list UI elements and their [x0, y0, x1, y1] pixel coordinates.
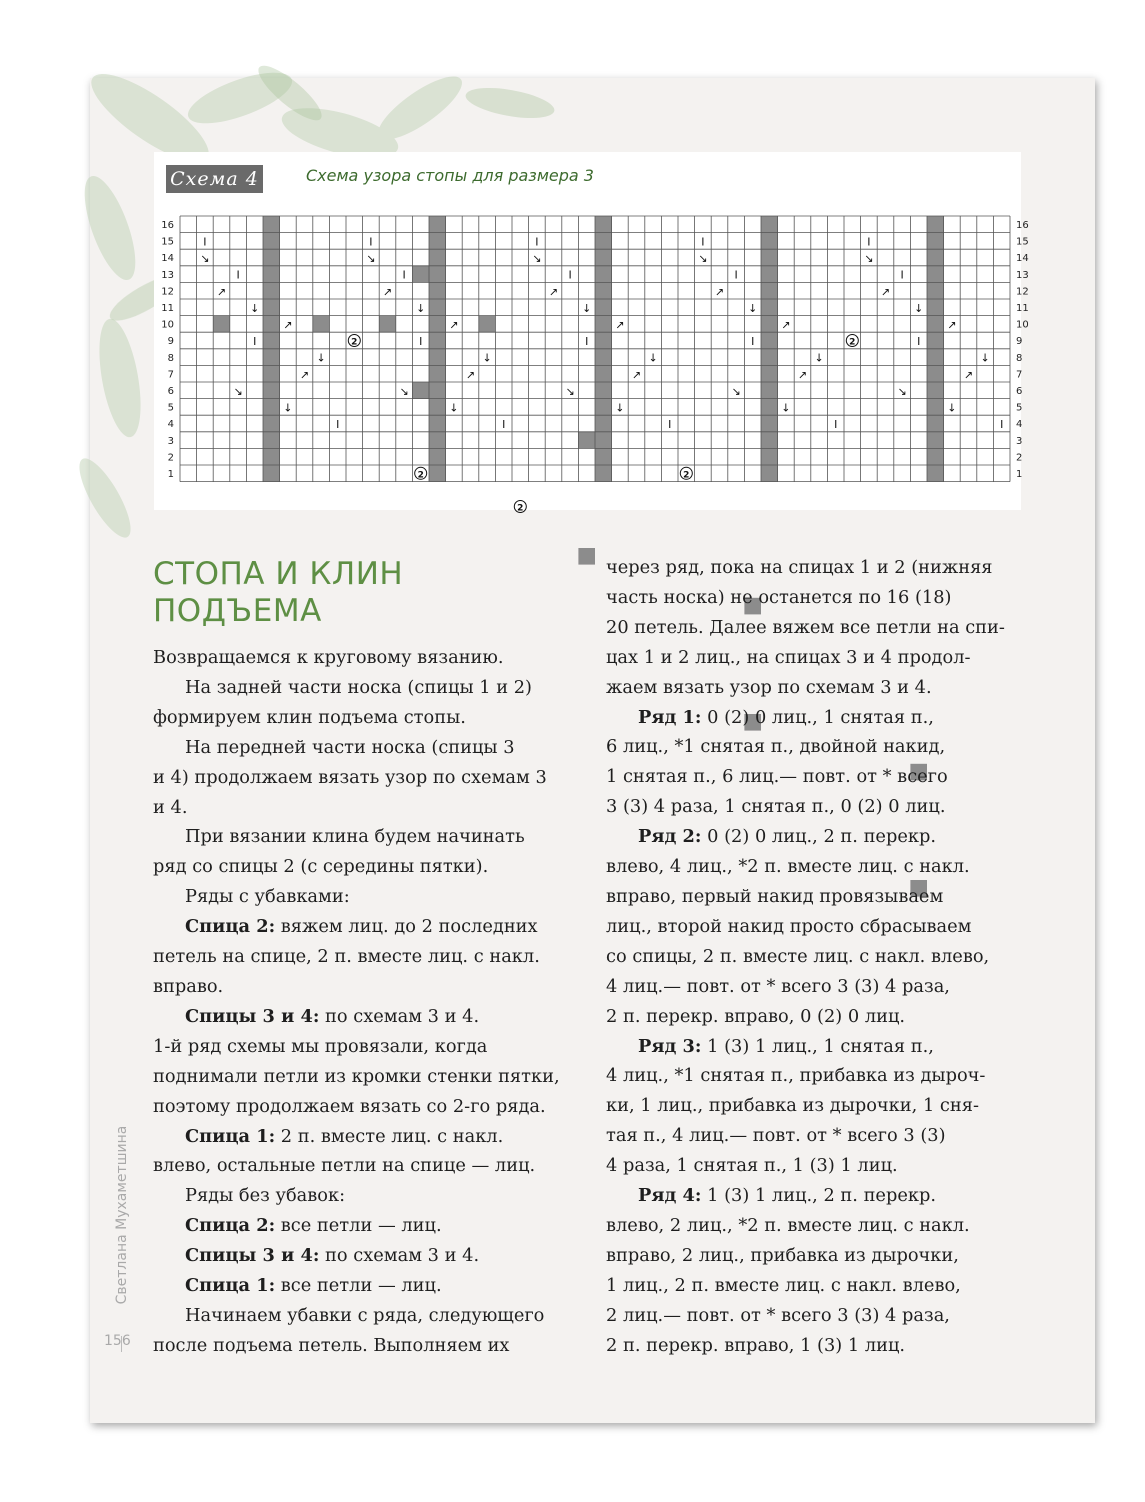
row-number-left: 13: [161, 269, 174, 281]
stitch-symbol: ↗: [216, 285, 227, 299]
double-yarn-over-label: 2: [417, 470, 424, 481]
stitch-symbol: ↗: [631, 368, 642, 382]
text-line: [153, 1122, 573, 1152]
line-text: 3 (3) 4 раза, 1 снятая п., 0 (2) 0 лиц.: [606, 796, 946, 818]
stitch-symbol: ↓: [582, 301, 592, 315]
text-line: [606, 583, 1036, 613]
row-number-left: 9: [167, 336, 174, 348]
line-text: по схемам 3 и 4.: [319, 1005, 480, 1027]
line-text: 4 лиц.— повт. от * всего 3 (3) 4 раза,: [606, 975, 950, 997]
row-number-right: 16: [1016, 219, 1029, 231]
line-text: 1 (3) 1 лиц., 1 снятая п.,: [701, 1035, 934, 1057]
row-number-left: 5: [167, 402, 174, 414]
stitch-symbol: I: [236, 268, 240, 282]
text-line: [153, 1092, 573, 1122]
shaded-cell: [412, 382, 429, 399]
line-text: 6 лиц., *1 снятая п., двойной накид,: [606, 736, 946, 758]
line-text: по схемам 3 и 4.: [319, 1245, 480, 1267]
line-text: поэтому продолжаем вязать со 2-го ряда.: [153, 1095, 546, 1117]
text-line: [153, 673, 573, 703]
line-text: вяжем лиц. до 2 последних: [275, 916, 538, 938]
text-line: [606, 852, 1036, 882]
text-line: [153, 1301, 573, 1331]
stitch-symbol: ↓: [781, 401, 791, 415]
row-number-right: 4: [1016, 419, 1023, 431]
stitch-symbol: I: [900, 268, 904, 282]
line-text: влево, остальные петли на спице — лиц.: [153, 1155, 536, 1177]
stitch-symbol: ↗: [283, 318, 293, 332]
text-line: [606, 1151, 1036, 1181]
stitch-symbol: ↓: [416, 301, 426, 315]
stitch-symbol: ↓: [615, 401, 625, 415]
text-line: [606, 613, 1036, 643]
row-number-right: 6: [1016, 385, 1023, 397]
stitch-symbol: I: [253, 335, 257, 349]
bold-label: Ряд 2:: [638, 826, 702, 848]
text-line: [153, 882, 573, 912]
right-text-column: [606, 553, 1036, 1360]
row-number-left: 12: [161, 286, 174, 298]
text-line: [153, 643, 573, 673]
line-text: лиц., второй накид просто сбрасываем: [606, 915, 972, 937]
line-text: На передней части носка (спицы 3: [185, 736, 515, 758]
stitch-symbol: I: [419, 335, 423, 349]
text-line: [153, 822, 573, 852]
row-number-right: 11: [1016, 302, 1029, 314]
double-yarn-over-label: 2: [683, 470, 690, 481]
stitch-symbol: I: [336, 418, 340, 432]
line-text: и 4) продолжаем вязать узор по схемам 3: [153, 766, 547, 788]
line-text: вправо.: [153, 975, 224, 997]
stitch-symbol: I: [751, 335, 755, 349]
heading-line-2: ПОДЪЕМА: [153, 593, 322, 629]
text-line: [606, 942, 1036, 972]
stitch-symbol: I: [734, 268, 738, 282]
line-text: петель на спице, 2 п. вместе лиц. с накл.: [153, 946, 540, 968]
text-line: [606, 882, 1036, 912]
shaded-cell: [578, 548, 595, 565]
stitch-symbol: ↗: [299, 368, 310, 382]
text-line: [606, 673, 1036, 703]
section-heading: [153, 556, 513, 630]
line-text: тая п., 4 лиц.— повт. от * всего 3 (3): [606, 1125, 946, 1147]
line-text: 4 лиц., *1 снятая п., прибавка из дыроч-: [606, 1065, 986, 1087]
line-text: после подъема петель. Выполняем их: [153, 1334, 510, 1356]
line-text: Ряды без убавок:: [185, 1185, 346, 1207]
text-line: [153, 763, 573, 793]
stitch-symbol: ↗: [797, 368, 808, 382]
text-line: [153, 1271, 573, 1301]
text-line: [153, 1181, 573, 1211]
stitch-symbol: ↓: [914, 301, 924, 315]
line-text: формируем клин подъема стопы.: [153, 706, 466, 728]
text-line: [606, 1271, 1036, 1301]
text-line: [606, 1032, 1036, 1062]
line-text: через ряд, пока на спицах 1 и 2 (нижняя: [606, 557, 993, 578]
text-line: [606, 643, 1036, 673]
stitch-symbol: I: [1000, 418, 1004, 432]
line-text: На задней части носка (спицы 1 и 2): [185, 676, 532, 698]
stitch-symbol: ↘: [399, 384, 409, 398]
text-line: [606, 1091, 1036, 1121]
line-text: Ряды с убавками:: [185, 886, 350, 908]
stitch-symbol: I: [834, 418, 838, 432]
stitch-symbol: ↗: [714, 285, 725, 299]
stitch-symbol: I: [402, 268, 406, 282]
stitch-symbol: ↘: [864, 252, 874, 266]
row-number-right: 12: [1016, 286, 1029, 298]
stitch-symbol: ↗: [947, 318, 957, 332]
bold-label: Спица 2:: [185, 916, 276, 938]
stitch-symbol: ↓: [316, 351, 326, 365]
stitch-symbol: ↗: [615, 318, 625, 332]
row-number-left: 1: [167, 468, 174, 480]
left-text-column: [153, 643, 573, 1361]
row-number-right: 14: [1016, 253, 1029, 265]
line-text: вправо, 2 лиц., прибавка из дырочки,: [606, 1244, 959, 1266]
line-text: 1 лиц., 2 п. вместе лиц. с накл. влево,: [606, 1274, 961, 1296]
text-line: [606, 1061, 1036, 1091]
text-line: [153, 1002, 573, 1032]
stitch-symbol: ↘: [731, 384, 741, 398]
text-line: [606, 1121, 1036, 1151]
row-number-right: 13: [1016, 269, 1029, 281]
row-number-right: 3: [1016, 435, 1023, 447]
text-line: [606, 1211, 1036, 1241]
heading-line-1: СТОПА И КЛИН: [153, 556, 404, 592]
page-number: 156: [104, 1333, 131, 1349]
stitch-symbol: I: [917, 335, 921, 349]
text-line: [606, 1241, 1036, 1271]
text-line: [606, 912, 1036, 942]
line-text: вправо, первый накид провязываем: [606, 885, 944, 907]
stitch-symbol: ↘: [532, 252, 542, 266]
shaded-cell: [313, 316, 330, 333]
line-text: 20 петель. Далее вяжем все петли на спи-: [606, 616, 1005, 638]
text-line: [606, 732, 1036, 762]
line-text: часть носка) не останется по 16 (18): [606, 586, 952, 608]
bold-label: Ряд 3:: [638, 1035, 702, 1057]
stitch-symbol: ↓: [449, 401, 459, 415]
double-yarn-over-label: 2: [517, 503, 524, 514]
line-text: влево, 2 лиц., *2 п. вместе лиц. с накл.: [606, 1214, 970, 1236]
text-line: [153, 1241, 573, 1271]
double-yarn-over-label: 2: [849, 337, 856, 348]
line-text: Возвращаемся к круговому вязанию.: [153, 647, 504, 668]
shaded-cell: [479, 316, 496, 333]
text-line: [153, 1032, 573, 1062]
stitch-symbol: ↗: [880, 285, 891, 299]
stitch-symbol: I: [369, 235, 373, 249]
bold-label: Спица 1:: [185, 1275, 276, 1297]
text-line: [606, 1002, 1036, 1032]
text-line: [153, 733, 573, 763]
line-text: жаем вязать узор по схемам 3 и 4.: [606, 676, 932, 698]
line-text: 2 лиц.— повт. от * всего 3 (3) 4 раза,: [606, 1304, 950, 1326]
bold-label: Спицы 3 и 4:: [185, 1005, 320, 1027]
stitch-symbol: ↘: [366, 252, 376, 266]
stitch-symbol: ↓: [482, 351, 492, 365]
author-name: Светлана Мухаметшина: [114, 1125, 130, 1305]
knitting-chart-grid: [154, 210, 1029, 514]
line-text: со спицы, 2 п. вместе лиц. с накл. влево,: [606, 945, 990, 967]
row-number-left: 6: [167, 385, 174, 397]
text-line: [606, 553, 1036, 583]
text-line: [153, 942, 573, 972]
line-text: все петли — лиц.: [275, 1215, 442, 1237]
stitch-symbol: ↓: [814, 351, 824, 365]
stitch-symbol: ↓: [283, 401, 293, 415]
line-text: влево, 4 лиц., *2 п. вместе лиц. с накл.: [606, 856, 970, 878]
stitch-symbol: ↗: [548, 285, 559, 299]
line-text: При вязании клина будем начинать: [185, 826, 525, 848]
line-text: 1 (3) 1 лиц., 2 п. перекр.: [701, 1185, 937, 1207]
schema-title: Схема узора стопы для размера 3: [306, 166, 594, 185]
row-number-left: 15: [161, 236, 174, 248]
stitch-symbol: ↓: [947, 401, 957, 415]
text-line: [606, 1181, 1036, 1211]
bold-label: Ряд 4:: [638, 1185, 702, 1207]
stitch-symbol: ↗: [382, 285, 393, 299]
row-number-right: 2: [1016, 452, 1023, 464]
shaded-cell: [412, 266, 429, 283]
stitch-symbol: I: [668, 418, 672, 432]
line-text: Начинаем убавки с ряда, следующего: [185, 1304, 545, 1326]
row-number-right: 5: [1016, 402, 1023, 414]
row-number-right: 7: [1016, 369, 1023, 381]
stitch-symbol: I: [502, 418, 506, 432]
stitch-symbol: ↘: [200, 252, 210, 266]
shaded-cell: [213, 316, 230, 333]
text-line: [606, 703, 1036, 733]
row-number-left: 2: [167, 452, 174, 464]
text-line: [606, 762, 1036, 792]
line-text: и 4.: [153, 796, 188, 818]
line-text: 2 п. перекр. вправо, 1 (3) 1 лиц.: [606, 1334, 906, 1356]
stitch-symbol: ↓: [980, 351, 990, 365]
row-number-right: 10: [1016, 319, 1029, 331]
line-text: ки, 1 лиц., прибавка из дырочки, 1 сня-: [606, 1095, 979, 1117]
line-text: ряд со спицы 2 (с середины пятки).: [153, 856, 489, 878]
line-text: цах 1 и 2 лиц., на спицах 3 и 4 продол-: [606, 646, 971, 668]
text-line: [153, 1331, 573, 1361]
row-number-right: 9: [1016, 336, 1023, 348]
row-number-left: 4: [167, 419, 174, 431]
row-number-left: 7: [167, 369, 174, 381]
line-text: все петли — лиц.: [275, 1275, 442, 1297]
text-line: [606, 792, 1036, 822]
text-line: [606, 972, 1036, 1002]
stitch-symbol: ↗: [449, 318, 459, 332]
text-line: [153, 1211, 573, 1241]
text-line: [153, 972, 573, 1002]
author-sidebar: [112, 1100, 132, 1330]
stitch-symbol: ↗: [781, 318, 791, 332]
text-line: [153, 793, 573, 823]
text-line: [153, 1062, 573, 1092]
row-number-left: 10: [161, 319, 174, 331]
line-text: 0 (2) 0 лиц., 2 п. перекр.: [701, 826, 937, 848]
stitch-symbol: ↓: [748, 301, 758, 315]
stitch-symbol: ↗: [465, 368, 476, 382]
stitch-symbol: I: [585, 335, 589, 349]
stitch-symbol: I: [701, 235, 705, 249]
row-number-right: 15: [1016, 236, 1029, 248]
row-number-right: 8: [1016, 352, 1023, 364]
bold-label: Спицы 3 и 4:: [185, 1245, 320, 1267]
text-line: [606, 822, 1036, 852]
schema-badge: Схема 4: [166, 165, 263, 193]
row-number-right: 1: [1016, 468, 1023, 480]
stitch-symbol: ↓: [648, 351, 658, 365]
row-number-left: 8: [167, 352, 174, 364]
bold-label: Спица 2:: [185, 1215, 276, 1237]
stitch-symbol: ↘: [698, 252, 708, 266]
line-text: 0 (2) 0 лиц., 1 снятая п.,: [701, 706, 934, 728]
text-line: [606, 1301, 1036, 1331]
stitch-symbol: ↘: [565, 384, 575, 398]
line-text: 4 раза, 1 снятая п., 1 (3) 1 лиц.: [606, 1155, 898, 1177]
line-text: поднимали петли из кромки стенки пятки,: [153, 1065, 560, 1087]
row-number-left: 14: [161, 253, 174, 265]
shaded-cell: [578, 432, 595, 449]
stitch-symbol: ↓: [250, 301, 260, 315]
shaded-cell: [379, 316, 396, 333]
stitch-symbol: ↘: [897, 384, 907, 398]
text-line: [153, 852, 573, 882]
double-yarn-over-label: 2: [351, 337, 358, 348]
text-line: [153, 703, 573, 733]
line-text: 1-й ряд схемы мы провязали, когда: [153, 1035, 488, 1057]
line-text: 2 п. вместе лиц. с накл.: [275, 1125, 504, 1147]
text-line: [153, 912, 573, 942]
bold-label: Ряд 1:: [638, 706, 702, 728]
text-line: [153, 1151, 573, 1181]
line-text: 1 снятая п., 6 лиц.— повт. от * всего: [606, 766, 948, 788]
book-page: [90, 78, 1095, 1423]
stitch-symbol: I: [203, 235, 207, 249]
row-number-left: 16: [161, 219, 174, 231]
stitch-symbol: ↘: [233, 384, 243, 398]
text-line: [606, 1331, 1036, 1361]
stitch-symbol: I: [535, 235, 539, 249]
line-text: 2 п. перекр. вправо, 0 (2) 0 лиц.: [606, 1005, 906, 1027]
bold-label: Спица 1:: [185, 1125, 276, 1147]
row-number-left: 3: [167, 435, 174, 447]
stitch-symbol: I: [568, 268, 572, 282]
row-number-left: 11: [161, 302, 174, 314]
knitting-chart-panel: [154, 152, 1029, 514]
stitch-symbol: ↗: [963, 368, 974, 382]
stitch-symbol: I: [867, 235, 871, 249]
